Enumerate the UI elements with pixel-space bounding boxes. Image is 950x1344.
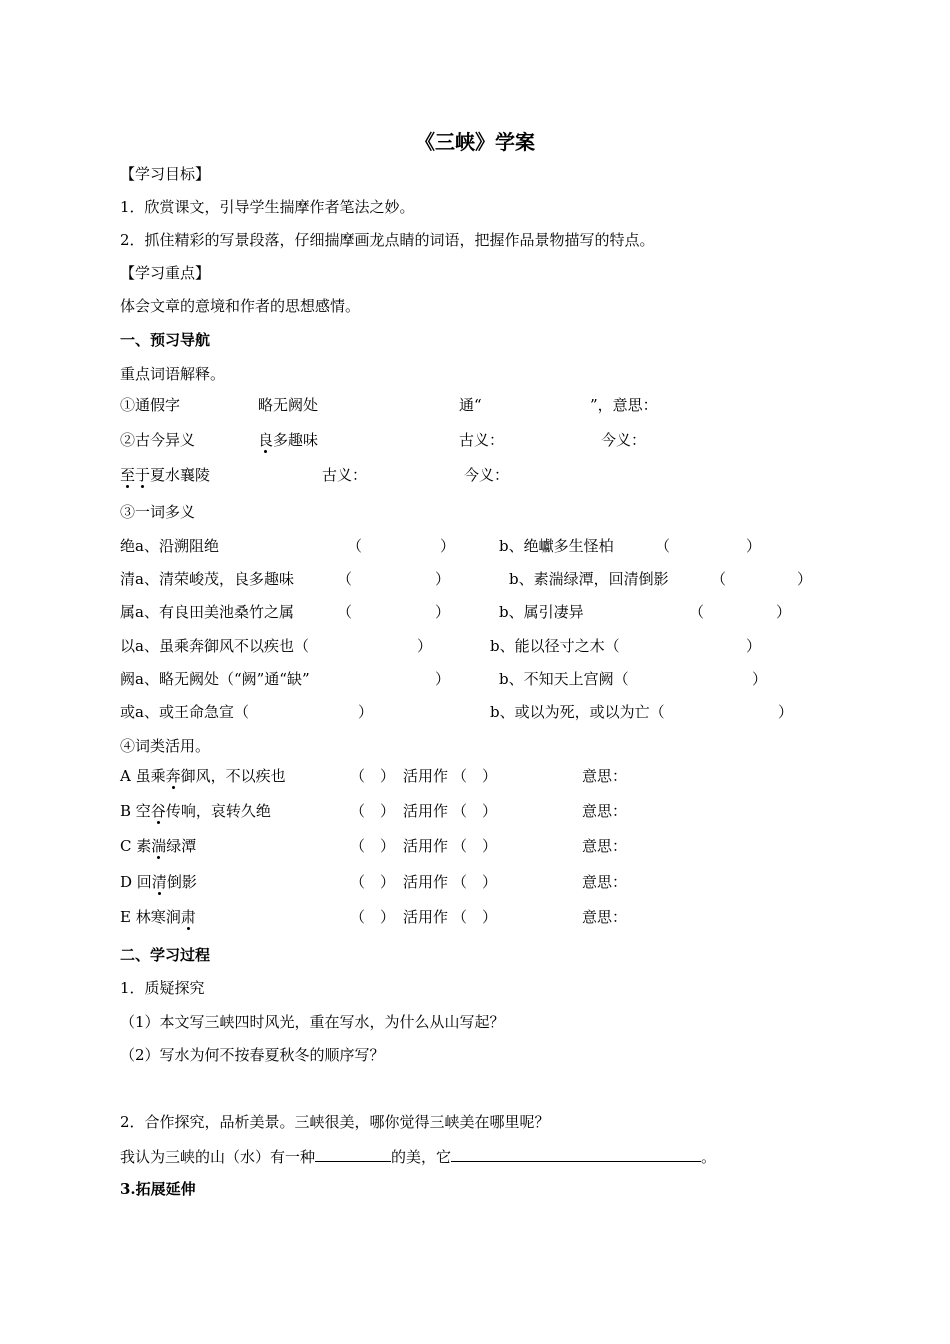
- cilei-meaning: 意思：: [582, 767, 628, 785]
- yici-paren-open: （: [711, 570, 727, 588]
- yici-paren-open: （: [347, 537, 363, 555]
- emphasis-char: 湍: [151, 837, 167, 855]
- emphasis-char: 奔: [165, 767, 181, 785]
- cilei-meaning: 意思：: [582, 837, 628, 855]
- yici-paren-close: ）: [778, 703, 794, 721]
- blank-line[interactable]: [315, 1145, 391, 1162]
- emphasis-char: 良: [258, 431, 274, 449]
- cilei-meaning: 意思：: [582, 802, 628, 820]
- cilei-paren: （ ）: [452, 908, 498, 926]
- yici-b: b、或以为死，或以为亡（: [490, 703, 665, 721]
- tongjiazi-phrase: 略无阙处: [258, 396, 319, 414]
- cilei-pre: C 素: [120, 837, 152, 855]
- cilei-post: 御风，不以疾也: [180, 767, 286, 785]
- yici-a: 以a、虽乘奔御风不以疾也（: [120, 637, 309, 655]
- yici-label: ③一词多义: [120, 503, 196, 521]
- goal-item: 2．抓住精彩的写景段落，仔细揣摩画龙点睛的词语，把握作品景物描写的特点。: [120, 231, 655, 249]
- process-q1a: （1）本文写三峡四时风光，重在写水，为什么从山写起？: [120, 1013, 505, 1031]
- emphasis-char: 于: [135, 466, 151, 484]
- gujin-phrase-2: [120, 465, 210, 485]
- yici-a: 绝a、沿溯阻绝: [120, 537, 219, 555]
- process-q2: 2．合作探究，品析美景。三峡很美，哪你觉得三峡美在哪里呢？: [120, 1113, 550, 1131]
- yici-paren-open: （: [337, 603, 353, 621]
- cilei-pre: E 林寒涧: [120, 908, 181, 926]
- tongjiazi-meaning-label: ”，意思：: [590, 396, 658, 414]
- cilei-pre: A 虽乘: [120, 767, 166, 785]
- cilei-item: [120, 872, 197, 892]
- tongjiazi-tong: 通“: [459, 396, 482, 414]
- section-heading-preview: 一、预习导航: [120, 331, 211, 349]
- yici-paren-close: ）: [797, 570, 813, 588]
- yici-paren-close: ）: [776, 603, 792, 621]
- cilei-paren: （ ）: [452, 802, 498, 820]
- cilei-paren: （ ）: [452, 873, 498, 891]
- cilei-post: 传响，哀转久绝: [165, 802, 271, 820]
- page-title: 《三峡》学案: [415, 130, 535, 154]
- cilei-pre: B 空: [120, 802, 151, 820]
- focus-text: 体会文章的意境和作者的思想感情。: [120, 297, 361, 315]
- cilei-paren: （ ）: [350, 873, 396, 891]
- yici-paren-open: （: [337, 570, 353, 588]
- yici-paren-close: ）: [417, 637, 433, 655]
- cilei-paren: （ ）: [350, 837, 396, 855]
- yici-a: 阙a、略无阙处（“阙”通“缺”: [120, 670, 310, 688]
- yici-paren-close: ）: [440, 537, 456, 555]
- process-q1: 1．质疑探究: [120, 979, 205, 997]
- cilei-item: [120, 907, 196, 927]
- yici-paren-close: ）: [435, 603, 451, 621]
- fill-text: 的美，它: [391, 1148, 452, 1166]
- gujin-modern-label: 今义：: [464, 466, 510, 484]
- yici-paren-close: ）: [746, 537, 762, 555]
- yici-b: b、绝巘多生怪柏: [499, 537, 614, 555]
- section-heading-process: 二、学习过程: [120, 946, 211, 964]
- yici-b: b、素湍绿潭，回清倒影: [509, 570, 669, 588]
- cilei-huoyong: 活用作: [403, 802, 449, 820]
- emphasis-char: 谷: [150, 802, 166, 820]
- yici-paren-open: （: [655, 537, 671, 555]
- blank-line[interactable]: [451, 1145, 701, 1162]
- cilei-label: ④词类活用。: [120, 737, 211, 755]
- gujin-ancient-label: 古义：: [322, 466, 368, 484]
- focus-heading: 【学习重点】: [120, 264, 211, 282]
- preview-intro: 重点词语解释。: [120, 365, 226, 383]
- yici-b: b、能以径寸之木（: [490, 637, 620, 655]
- cilei-paren: （ ）: [452, 767, 498, 785]
- fill-text: 我认为三峡的山（水）有一种: [120, 1148, 316, 1166]
- goal-item: 1．欣赏课文，引导学生揣摩作者笔法之妙。: [120, 198, 415, 216]
- cilei-paren: （ ）: [350, 908, 396, 926]
- fill-text: 。: [701, 1148, 717, 1166]
- gujin-phrase-1: [258, 430, 318, 450]
- cilei-paren: （ ）: [350, 767, 396, 785]
- cilei-post: 倒影: [166, 873, 197, 891]
- gujin-modern-label: 今义：: [601, 431, 647, 449]
- emphasis-char: 清: [151, 873, 167, 891]
- process-extension: 3.拓展延伸: [120, 1180, 196, 1198]
- yici-a: 属a、有良田美池桑竹之属: [120, 603, 294, 621]
- yici-a: 清a、清荣峻茂，良多趣味: [120, 570, 294, 588]
- cilei-item: [120, 836, 196, 856]
- yici-paren-close: ）: [752, 670, 768, 688]
- yici-paren-close: ）: [435, 570, 451, 588]
- process-q2-fill: [120, 1145, 716, 1167]
- goals-heading: 【学习目标】: [120, 165, 211, 183]
- gujin-ancient-label: 古义：: [459, 431, 505, 449]
- cilei-huoyong: 活用作: [403, 908, 449, 926]
- yici-paren-close: ）: [358, 703, 374, 721]
- cilei-huoyong: 活用作: [403, 873, 449, 891]
- yici-a: 或a、或王命急宣（: [120, 703, 249, 721]
- process-q1b: （2）写水为何不按春夏秋冬的顺序写？: [120, 1046, 385, 1064]
- phrase-rest: 夏水襄陵: [150, 466, 211, 484]
- yici-paren-open: （: [689, 603, 705, 621]
- yici-b: b、不知天上宫阙（: [499, 670, 629, 688]
- yici-b: b、属引凄异: [499, 603, 584, 621]
- cilei-paren: （ ）: [452, 837, 498, 855]
- emphasis-char: 至: [120, 466, 136, 484]
- cilei-pre: D 回: [120, 873, 152, 891]
- tongjiazi-label: ①通假字: [120, 396, 181, 414]
- cilei-meaning: 意思：: [582, 873, 628, 891]
- yici-paren-close: ）: [435, 670, 451, 688]
- cilei-item: [120, 801, 271, 821]
- cilei-meaning: 意思：: [582, 908, 628, 926]
- cilei-post: 绿潭: [166, 837, 197, 855]
- cilei-huoyong: 活用作: [403, 767, 449, 785]
- cilei-huoyong: 活用作: [403, 837, 449, 855]
- cilei-item: [120, 766, 286, 786]
- emphasis-char: 肃: [180, 908, 196, 926]
- gujin-label: ②古今异义: [120, 431, 196, 449]
- phrase-rest: 多趣味: [273, 431, 319, 449]
- cilei-paren: （ ）: [350, 802, 396, 820]
- yici-paren-close: ）: [746, 637, 762, 655]
